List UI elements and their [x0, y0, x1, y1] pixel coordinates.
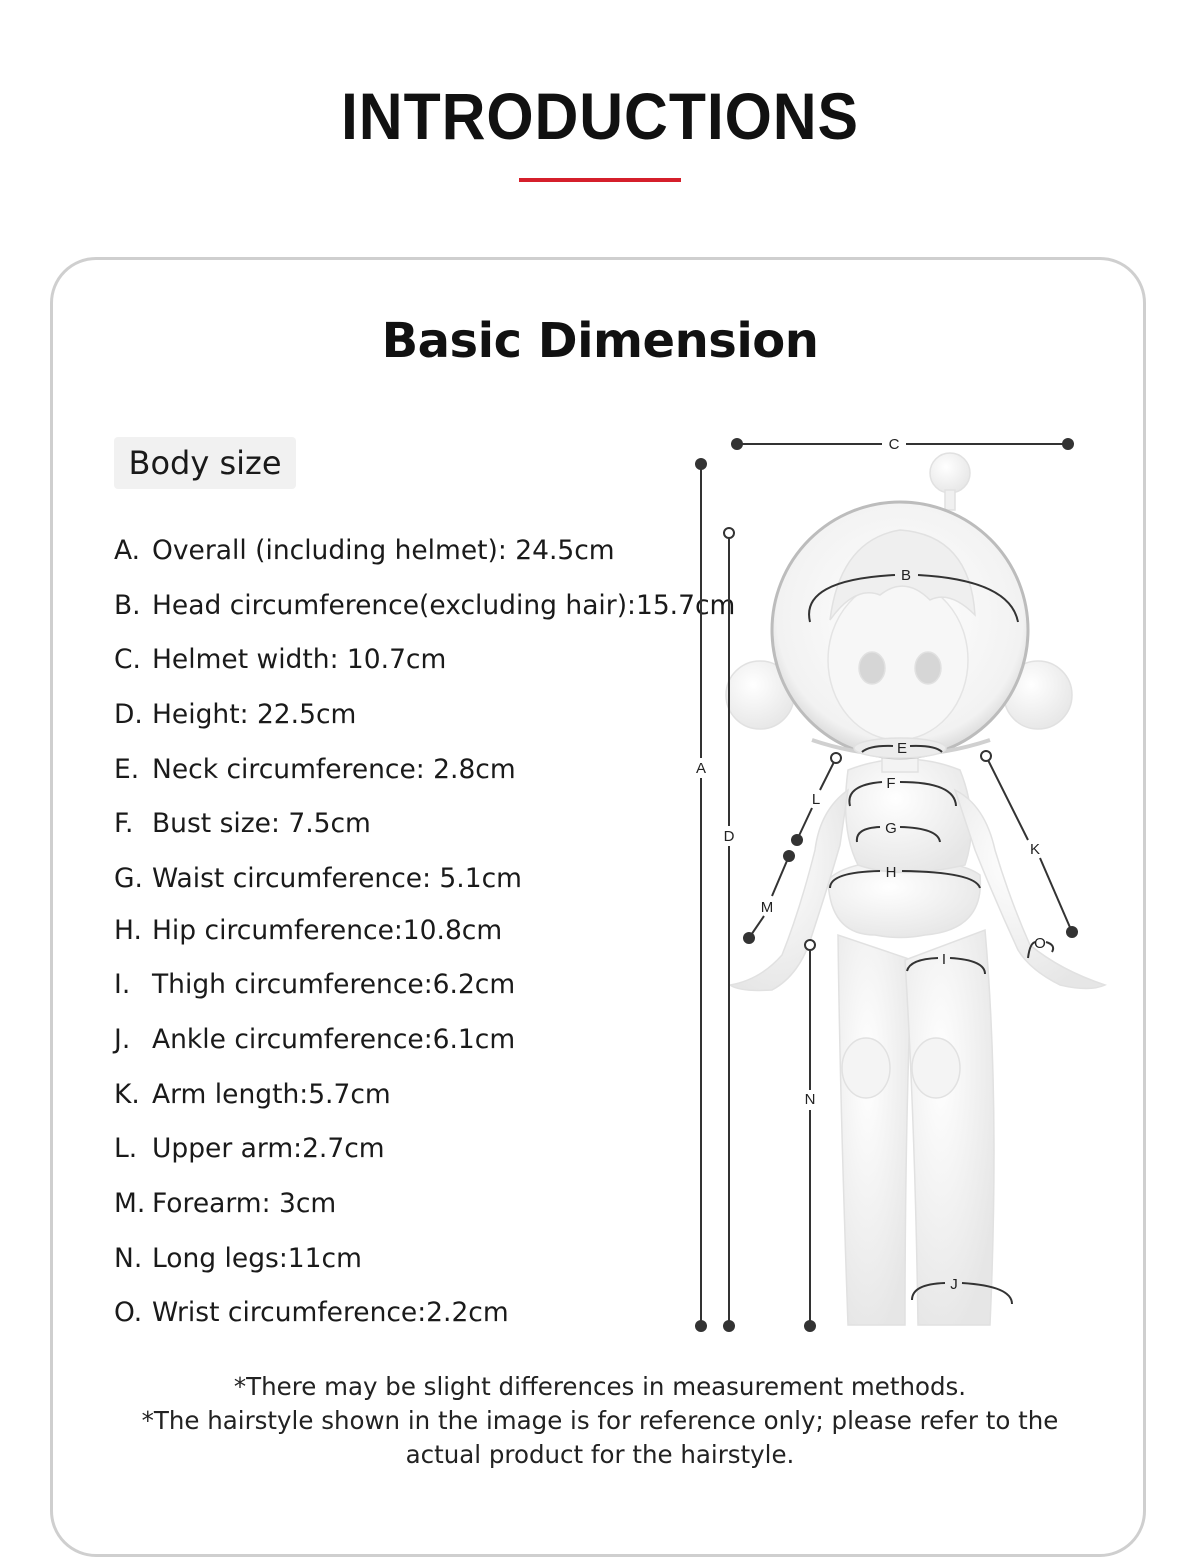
label-e: E: [896, 740, 908, 757]
label-a: A: [695, 760, 707, 777]
label-k: K: [1029, 841, 1041, 858]
label-o: O: [1034, 935, 1046, 952]
spec-item: H. Hip circumference:10.8cm: [114, 915, 503, 946]
spec-item: O. Wrist circumference:2.2cm: [114, 1297, 509, 1328]
label-b: B: [900, 567, 912, 584]
section-title: Basic Dimension: [381, 313, 819, 369]
spec-item: M. Forearm: 3cm: [114, 1188, 337, 1219]
title-underline: [519, 178, 681, 182]
label-l: L: [811, 791, 821, 808]
spec-item: I. Thigh circumference:6.2cm: [114, 969, 516, 1000]
footnotes: [0, 1370, 1200, 1472]
label-h: H: [885, 864, 897, 881]
spec-item: C. Helmet width: 10.7cm: [114, 644, 447, 675]
footnote: *The hairstyle shown in the image is for reference only; please refer to the: [141, 1406, 1059, 1435]
spec-item: N. Long legs:11cm: [114, 1243, 362, 1274]
spec-item: K. Arm length:5.7cm: [114, 1079, 391, 1110]
body-size-tag: Body size: [114, 437, 296, 489]
doll-illustration: [723, 453, 1105, 1325]
spec-item: A. Overall (including helmet): 24.5cm: [114, 535, 615, 566]
spec-item: G. Waist circumference: 5.1cm: [114, 863, 522, 894]
label-n: N: [804, 1091, 816, 1108]
footnote: *There may be slight differences in measurement methods.: [233, 1372, 967, 1401]
label-c: C: [888, 436, 900, 453]
label-f: F: [886, 775, 896, 792]
footnote: actual product for the hairstyle.: [405, 1440, 795, 1469]
label-g: G: [885, 820, 897, 837]
label-m: M: [760, 899, 774, 916]
spec-item: F. Bust size: 7.5cm: [114, 808, 371, 839]
page-title: INTRODUCTIONS: [341, 79, 859, 153]
spec-item: D. Height: 22.5cm: [114, 699, 357, 730]
doll-dimension-figure: [690, 425, 1130, 1345]
label-d: D: [723, 828, 735, 845]
label-j: J: [950, 1276, 958, 1293]
spec-item: J. Ankle circumference:6.1cm: [114, 1024, 516, 1055]
spec-item: L. Upper arm:2.7cm: [114, 1133, 385, 1164]
spec-item: E. Neck circumference: 2.8cm: [114, 754, 516, 785]
spec-item: B. Head circumference(excluding hair):15.7cm: [114, 590, 736, 621]
label-i: I: [941, 951, 947, 968]
